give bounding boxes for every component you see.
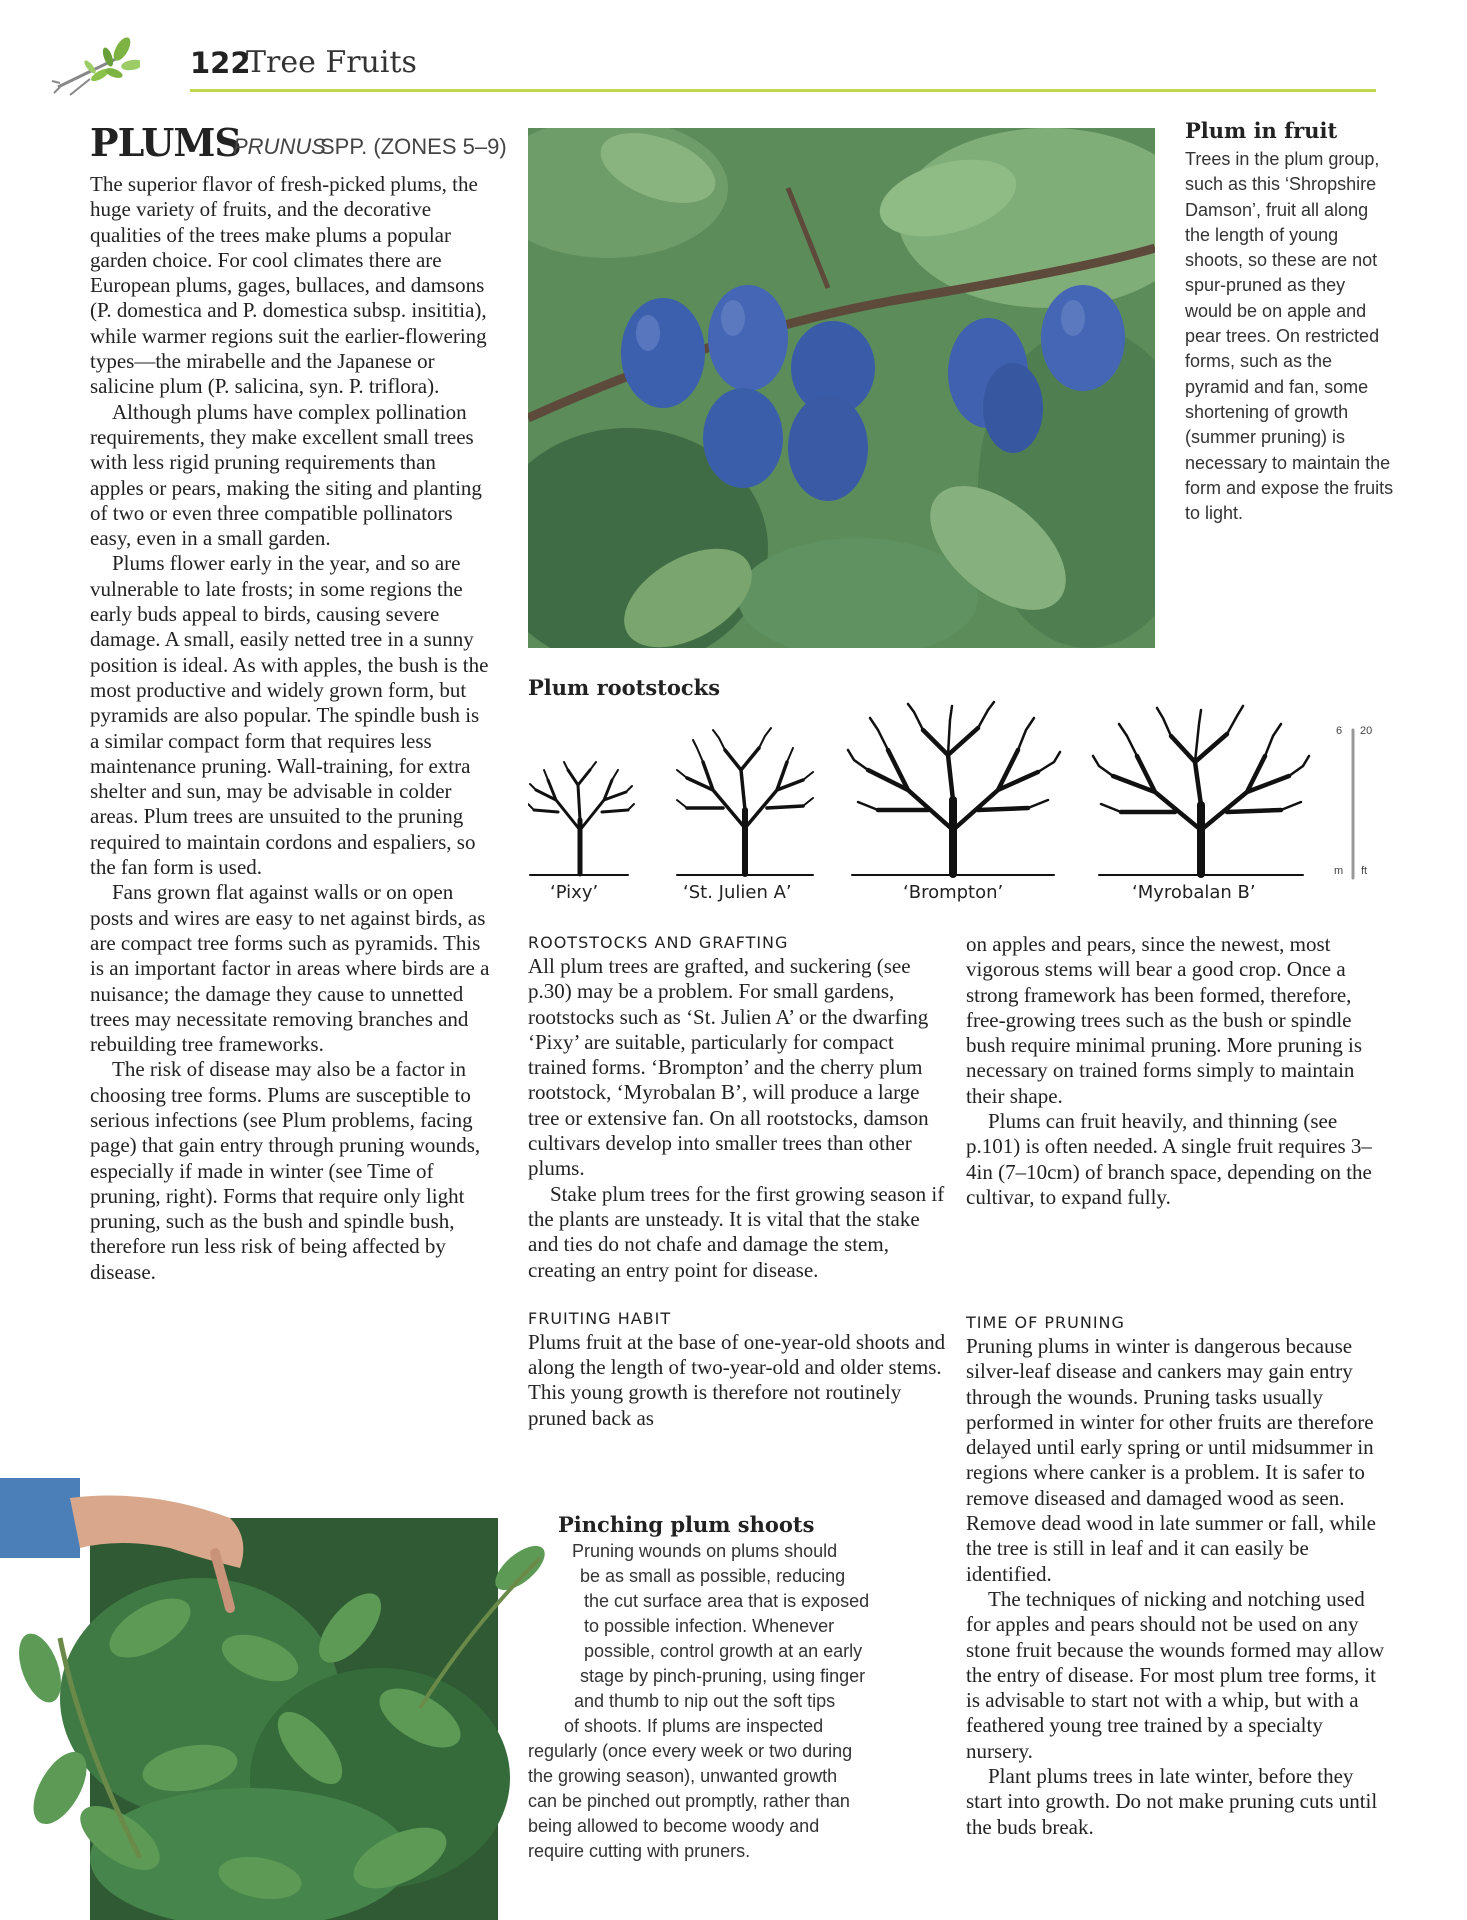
paragraph: All plum trees are grafted, and suckering (see p.30) may be a problem. For small gardens, rootstocks such as ‘St. Julien A’ or the dwarfing ‘Pixy’ are suitable, particularly for compact trained forms. ‘Brompton’ and the cherry plum rootstock, ‘Myrobalan B’, will produce a large tree or extensive fan. On all rootstocks, damson cultivars develop into smaller trees than other plums.: [528, 954, 929, 1181]
rootstock-label-pixy: ‘Pixy’: [550, 882, 599, 903]
rootstock-label-st-julien-a: ‘St. Julien A’: [683, 882, 792, 903]
photo-caption-text: Trees in the plum group, such as this ‘Shropshire Damson’, fruit all along the length of young shoots, so these are not spur-pruned as they would be on apple and pear trees. On restricted forms, such as the pyramid and fan, some shortening of growth (summer pruning) is necessary to maintain the form and expose the fruits to light.: [1185, 149, 1394, 524]
paragraph: Plums flower early in the year, and so are vulnerable to late frosts; in some regions the early buds appeal to birds, causing severe damage. A small, easily netted tree in a sunny position is ideal. As with apples, the bush is the most productive and widely grown form, but pyramids are also popular. The spindle bush is a similar compact form that requires less maintenance pruning. Wall-training, for extra shelter and sun, may be advisable in colder areas. Plum trees are unsuited to the pruning required to maintain cordons and espaliers, so the fan form is used.: [90, 551, 489, 880]
rootstocks-column: [528, 932, 948, 1431]
pinching-line: and thumb to nip out the soft tips: [574, 1691, 836, 1711]
paragraph: The risk of disease may also be a factor in choosing tree forms. Plums are susceptible to serious infections (see Plum problems, facing page) that gain entry through pruning wounds, especially if made in winter (see Time of pruning, right). Forms that require only light pruning, such as the bush and spindle bush, therefore run less risk of being affected by disease.: [90, 1057, 481, 1284]
rootstocks-title: Plum rootstocks: [528, 675, 721, 700]
section-heading: FRUITING HABIT: [528, 1308, 672, 1328]
pinching-line: possible, control growth at an early: [584, 1641, 863, 1661]
paragraph: Fans grown flat against walls or on open posts and wires are easy to net against birds, as are compact tree forms such as pyramids. This is an important factor in areas where birds are a nuisance; the damage they cause to unnetted trees may necessitate removing branches and rebuilding tree frameworks.: [90, 880, 490, 1057]
scale-m-top: 6: [1336, 725, 1343, 737]
pinching-line: can be pinched out promptly, rather than: [528, 1791, 850, 1811]
pinching-line: require cutting with pruners.: [528, 1841, 751, 1861]
intro-column: [90, 172, 490, 1285]
pinching-line: the cut surface area that is exposed: [584, 1591, 870, 1611]
pruning-column-top: [966, 932, 1386, 1210]
paragraph: Plums can fruit heavily, and thinning (see p.101) is often needed. A single fruit requires 3–4in (7–10cm) of branch space, depending on the cultivar, to expand fully.: [966, 1109, 1372, 1209]
scale-ft-top: 20: [1360, 725, 1373, 737]
paragraph: Pruning plums in winter is dangerous because silver-leaf disease and cankers may gain entry through the wounds. Pruning tasks usually performed in winter for other fruits are therefore delayed until early spring or until midsummer in regions where canker is a problem. It is safer to remove diseased and damaged wood as seen. Remove dead wood in late summer or fall, while the tree is still in leaf and it can easily be identified.: [966, 1334, 1376, 1586]
rootstock-label-brompton: ‘Brompton’: [903, 882, 1004, 903]
pinching-line: the growing season), unwanted growth: [528, 1766, 838, 1786]
paragraph: Plant plums trees in late winter, before they start into growth. Do not make pruning cuts until the buds break.: [966, 1764, 1378, 1839]
pinching-line: being allowed to become woody and: [528, 1816, 820, 1836]
paragraph: The techniques of nicking and notching used for apples and pears should not be used on any stone fruit because the wounds formed may allow the entry of disease. For most plum tree forms, it is advisable to start not with a whip, but with a feathered young tree trained by a specialty nursery.: [966, 1586, 1385, 1763]
section-title: Tree Fruits: [246, 45, 417, 80]
pinching-line: stage by pinch-pruning, using finger: [580, 1666, 866, 1686]
rootstocks-diagram: [528, 700, 1388, 880]
header-rule: [190, 89, 1376, 92]
pinching-line: to possible infection. Whenever: [584, 1616, 835, 1636]
zones-label: SPP. (ZONES 5–9): [320, 134, 507, 159]
paragraph: Plums fruit at the base of one-year-old shoots and along the length of two-year-old and older stems. This young growth is therefore not routinely pruned back as: [528, 1329, 946, 1430]
page-number: 122: [190, 46, 251, 80]
scale-ft-label: ft: [1361, 865, 1368, 877]
section-heading: ROOTSTOCKS AND GRAFTING: [528, 933, 789, 952]
rootstock-label-myrobalan-b: ‘Myrobalan B’: [1132, 882, 1256, 903]
section-heading: TIME OF PRUNING: [966, 1313, 1125, 1332]
pinching-title: Pinching plum shoots: [558, 1512, 815, 1537]
tree-st-julien-a: [677, 728, 813, 875]
tree-myrobalan-b: [1093, 706, 1309, 875]
leaf-sprig-icon: [50, 35, 140, 105]
plum-photo: [528, 128, 1155, 648]
latin-name: PRUNUS: [233, 134, 326, 159]
tree-pixy: [528, 762, 634, 875]
tree-brompton: [848, 702, 1060, 875]
paragraph: The superior flavor of fresh-picked plums, the huge variety of fruits, and the decorative qualities of the trees make plums a popular garden choice. For cool climates there are European plums, gages, bullaces, and damsons (P. domestica and P. domestica subsp. insititia), while warmer regions suit the earlier-flowering types—the mirabelle and the Japanese or salicine plum (P. salicina, syn. P. triflora).: [90, 172, 487, 399]
pinching-line: be as small as possible, reducing: [580, 1566, 846, 1586]
pinching-line: Pruning wounds on plums should: [572, 1541, 838, 1561]
paragraph: Stake plum trees for the first growing season if the plants are unsteady. It is vital that the stake and ties do not chafe and damage the stem, creating an entry point for disease.: [528, 1181, 945, 1282]
paragraph: on apples and pears, since the newest, most vigorous stems will bear a good crop. Once a strong framework has been formed, therefore, free-growing trees such as the bush or spindle bush require minimal pruning. More pruning is necessary on trained forms simply to maintain their shape.: [966, 932, 1363, 1108]
pruning-column-bottom: [966, 1312, 1386, 1840]
paragraph: Although plums have complex pollination requirements, they make excellent small trees with less rigid pruning requirements than apples or pears, making the siting and planting of two or even three compatible pollinators easy, even in a small garden.: [90, 399, 482, 551]
photo-caption-title: Plum in fruit: [1185, 118, 1338, 143]
scale-m-label: m: [1334, 865, 1344, 877]
pinching-line: of shoots. If plums are inspected: [564, 1716, 824, 1736]
pinching-photo: [0, 1478, 560, 1920]
page-title: PLUMS: [90, 120, 241, 165]
pinching-line: regularly (once every week or two during: [528, 1741, 853, 1761]
